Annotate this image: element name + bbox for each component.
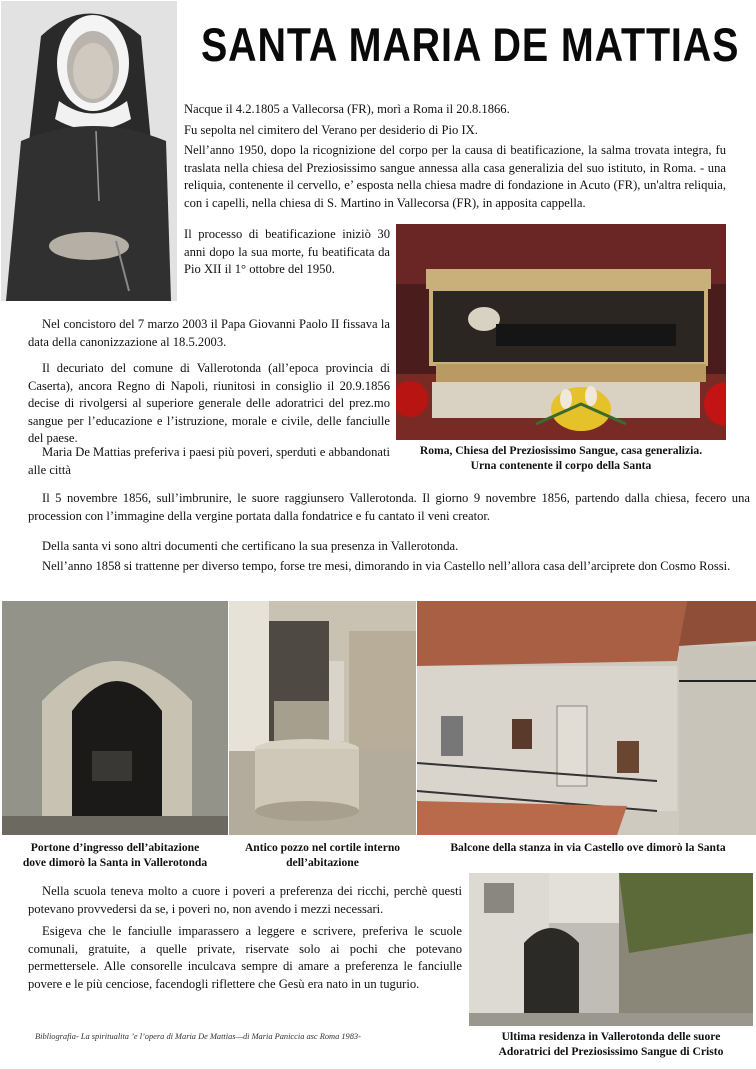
doorway-caption-line-2: dove dimorò la Santa in Vallerotonda	[22, 856, 208, 869]
burial-paragraph: Fu sepolta nel cimitero del Verano per desiderio di Pio IX.	[184, 122, 478, 137]
education-paragraph: Esigeva che le fanciulle imparassero a leggere e scrivere, preferiva le scuole comunali, gratuite, a quelle private, riservate solo ai pochi che potevano permettersele. Alle consorelle inculcava sempre di amare a preferenza le fanciulle povere e le più cenciose, facendogli riflettere che Gesù era nato in un tugurio.	[28, 924, 462, 991]
documents-paragraph: Della santa vi sono altri documenti che certificano la sua presenza in Vallerotonda.	[42, 539, 459, 553]
balcony-caption	[420, 840, 756, 855]
well-caption-line-1: Antico pozzo nel cortile interno	[244, 841, 401, 854]
relics-paragraph: Nell’anno 1950, dopo la ricognizione del corpo per la causa di beatificazione, la salma trovata integra, fu traslata nella chiesa del Preziosissimo sangue annessa alla casa generalizia del suo istituto, in Roma. - una reliquia, contenente il cervello, e’ esposta nella chiesa madre di fondazione in Acuto (FR), un'altra reliquia, con i capelli, nella chiesa di S. Martino in Vallecorsa (FR), in apposita cappella.	[184, 143, 726, 210]
last-residence-photo	[469, 873, 753, 1026]
last-residence-caption-line-2: Adoratrici del Preziosissimo Sangue di Cristo	[498, 1045, 724, 1058]
well-caption	[229, 840, 416, 870]
canonization-paragraph: Nel concistoro del 7 marzo 2003 il Papa Giovanni Paolo II fissava la data della canonizzazione al 18.5.2003.	[28, 317, 390, 349]
last-residence-caption-line-1: Ultima residenza in Vallerotonda delle suore	[501, 1030, 721, 1043]
balcony-photo	[417, 601, 756, 835]
balcony-caption-line-1: Balcone della stanza in via Castello ove dimorò la Santa	[450, 841, 726, 854]
beatification-paragraph: Il processo di beatificazione iniziò 30 anni dopo la sua morte, fu beatificata da Pio XII il 1° ottobre del 1950.	[184, 227, 390, 276]
decurions-paragraph: Il decuriato del comune di Vallerotonda (all’epoca provincia di Caserta), ancora Regno di Napoli, riunitosi in consiglio il 20.9.1856 decise di rivolgersi al superiore generale delle adoratrici del prez.mo sangue per l’educazione e l’istruzione, morale e civile, delle fanciulle del paese.	[28, 361, 390, 445]
doorway-caption	[2, 840, 228, 870]
well-caption-line-2: dell’abitazione	[286, 856, 359, 869]
urn-caption-line-1: Roma, Chiesa del Preziosissimo Sangue, casa generalizia.	[419, 444, 703, 457]
stay-paragraph: Nell’anno 1858 si trattenne per diverso tempo, forse tre mesi, dimorando in via Castello nell’allora casa dell’arciprete don Cosmo Rossi.	[42, 558, 731, 573]
page-title: SANTA MARIA DE MATTIAS	[201, 18, 740, 71]
doorway-photo	[2, 601, 228, 835]
intro-block	[184, 101, 726, 212]
bibliography: Bibliografia- La spiritualita ’e l’opera di Maria De Mattias—di Maria Paniccia asc Roma 1983-	[35, 1032, 361, 1041]
presence-block	[28, 538, 750, 575]
arrival-paragraph: Il 5 novembre 1856, sull’imbrunire, le suore raggiunsero Vallerotonda. Il giorno 9 novembre 1856, partendo dalla chiesa, fecero una procession con l’immagine della vergine portata dalla fondatrice e fu cantato il veni creator.	[28, 491, 750, 523]
urn-caption	[396, 443, 726, 473]
school-block	[28, 883, 462, 993]
birth-death-paragraph: Nacque il 4.2.1805 a Vallecorsa (FR), morì a Roma il 20.8.1866.	[184, 102, 510, 116]
urn-caption-line-2: Urna contenente il corpo della Santa	[470, 459, 652, 472]
poor-preference-paragraph: Nella scuola teneva molto a cuore i poveri a preferenza dei ricchi, perchè questi potevano provvedersi da se, i poveri no, non avendo i mezzi necessari.	[28, 884, 462, 916]
well-photo	[229, 601, 416, 835]
preference-paragraph: Maria De Mattias preferiva i paesi più poveri, sperduti e abbandonati alle città	[28, 445, 390, 477]
portrait-engraving	[1, 1, 177, 301]
urn-photo	[396, 224, 726, 440]
last-residence-caption	[469, 1029, 753, 1059]
doorway-caption-line-1: Portone d’ingresso dell’abitazione	[30, 841, 200, 854]
